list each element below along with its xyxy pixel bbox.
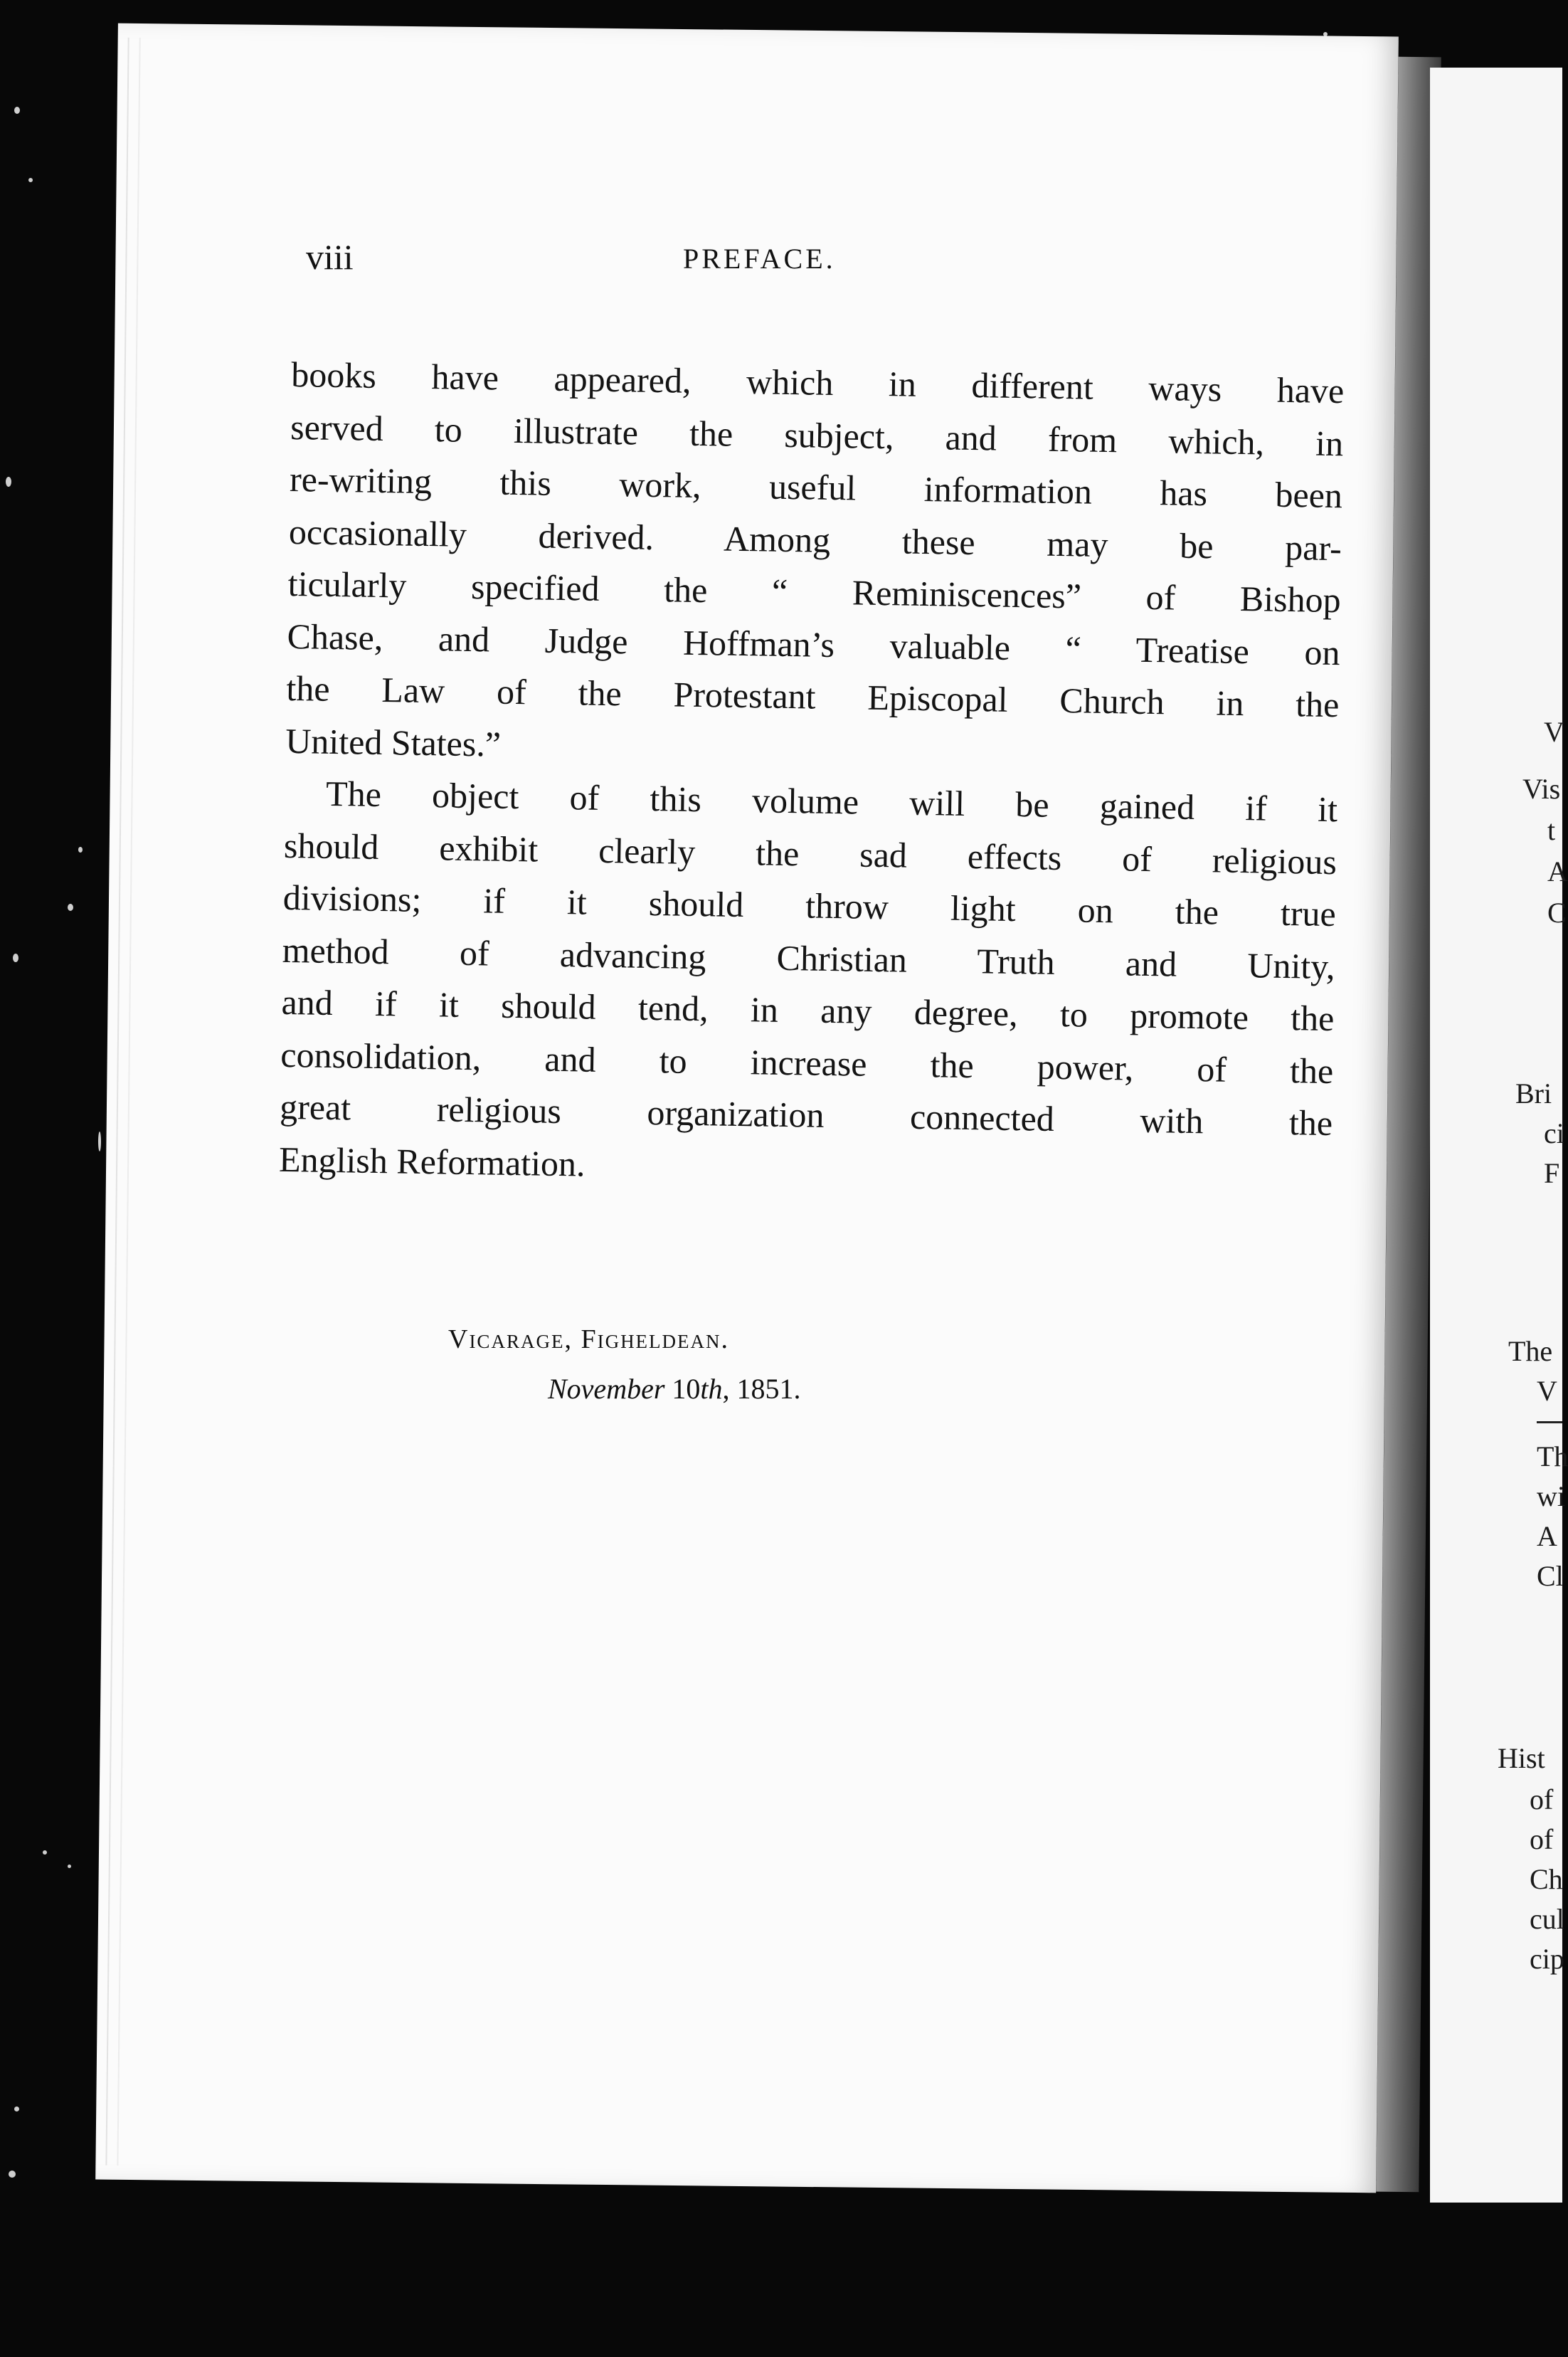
scan-speck [98, 1132, 101, 1151]
facing-fragment: A [1547, 855, 1568, 887]
text-line: Chase, and Judge Hoffman’s valuable “ Treatise on [287, 616, 1340, 673]
facing-fragment: Cl [1537, 1560, 1564, 1592]
signature-place: Vicarage, Figheldean. [448, 1324, 730, 1354]
text-line: divisions; if it should throw light on the true [282, 877, 1337, 934]
facing-fragment: t [1547, 814, 1556, 846]
facing-fragment: Bri [1515, 1077, 1552, 1109]
text-line: method of advancing Christian Truth and Unity, [282, 929, 1335, 986]
scan-speck [14, 2106, 19, 2111]
facing-fragment: Vis [1522, 773, 1561, 805]
text-line: United States.” [285, 720, 502, 764]
facing-fragment: Hist [1498, 1742, 1545, 1774]
text-line: The object of this volume will be gained if it [325, 773, 1338, 830]
scan-speck [6, 477, 11, 487]
facing-fragment: C [1547, 897, 1567, 929]
text-line: the Law of the Protestant Episcopal Church in the [286, 668, 1340, 725]
scan-speck [68, 1865, 71, 1868]
scan-speck [28, 178, 33, 182]
signature-date: November 10th, 1851. [548, 1373, 801, 1405]
facing-fragment: cul [1530, 1903, 1564, 1935]
facing-fragment: V [1537, 1375, 1557, 1407]
scan-speck [78, 847, 83, 853]
facing-page [1430, 68, 1568, 2203]
facing-fragment: F [1544, 1157, 1560, 1189]
facing-fragment: ci [1544, 1117, 1564, 1149]
preface-body [279, 349, 1345, 1202]
scan-speck [14, 107, 20, 114]
text-line: books have appeared, which in different ways have [290, 354, 1345, 411]
facing-fragment: Ch [1530, 1863, 1563, 1895]
scan-speck [9, 2171, 16, 2178]
facing-fragment: of [1530, 1783, 1554, 1815]
page-number: viii [306, 237, 354, 277]
text-line: consolidation, and to increase the power, of the [280, 1034, 1334, 1091]
text-line: and if it should tend, in any degree, to promote the [281, 981, 1335, 1039]
scan-speck [68, 904, 73, 911]
facing-rule [1537, 1421, 1562, 1423]
scan-speck [43, 1850, 47, 1855]
text-line: should exhibit clearly the sad effects of religious [283, 825, 1337, 882]
facing-fragment: V [1544, 716, 1564, 748]
scan-speck [13, 954, 18, 962]
facing-fragment: A [1537, 1520, 1557, 1552]
signature-day-suffix: th [700, 1373, 723, 1405]
signature-year: , 1851. [722, 1373, 801, 1405]
facing-fragment: of [1530, 1823, 1554, 1855]
facing-fragment: Th [1537, 1440, 1568, 1472]
text-line: re-writing this work, useful information has been [289, 458, 1343, 516]
running-head [306, 236, 1366, 286]
facing-fragment: cip [1530, 1943, 1564, 1975]
text-line: served to illustrate the subject, and from which, in [290, 406, 1344, 463]
page-title: PREFACE. [683, 243, 836, 275]
signature-block [448, 1324, 946, 1406]
text-line: occasionally derived. Among these may be par- [288, 511, 1342, 568]
text-line: great religious organization connected with the [279, 1086, 1333, 1144]
text-line: ticularly specified the “ Reminiscences” of Bishop [287, 563, 1342, 621]
signature-month: November [548, 1373, 665, 1405]
text-line: English Reformation. [278, 1139, 586, 1184]
facing-fragment: The [1508, 1335, 1553, 1367]
facing-fragment: wi [1537, 1480, 1565, 1512]
